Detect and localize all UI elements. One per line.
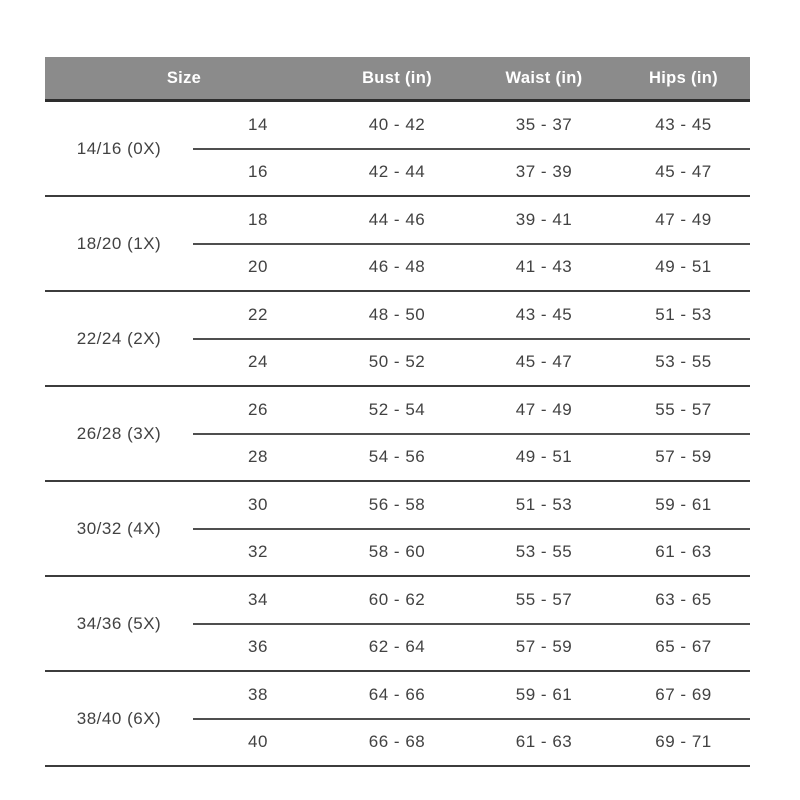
size-group-1x xyxy=(45,196,750,291)
table-row xyxy=(45,101,750,149)
group-label: 30/32 (4X) xyxy=(45,481,193,576)
waist-cell: 43 - 45 xyxy=(471,291,617,339)
hips-cell: 43 - 45 xyxy=(655,114,712,134)
waist-cell: 51 - 53 xyxy=(471,481,617,529)
hips-cell: 65 - 67 xyxy=(617,624,750,672)
size-group-6x xyxy=(45,671,750,766)
waist-cell: 61 - 63 xyxy=(471,719,617,767)
hips-cell: 61 - 63 xyxy=(617,529,750,577)
size-group-5x xyxy=(45,576,750,671)
size-cell: 18 xyxy=(193,196,323,244)
size-group-2x xyxy=(45,291,750,386)
waist-cell: 35 - 37 xyxy=(515,114,573,134)
table-row xyxy=(45,291,750,339)
hips-cell: 59 - 61 xyxy=(617,481,750,529)
bust-cell: 60 - 62 xyxy=(323,576,471,624)
waist-cell: 57 - 59 xyxy=(471,624,617,672)
hips-cell: 53 - 55 xyxy=(617,339,750,387)
group-label: 18/20 (1X) xyxy=(45,196,193,291)
size-group-4x xyxy=(45,481,750,576)
size-cell: 20 xyxy=(193,244,323,292)
header-row xyxy=(45,57,750,101)
hips-cell: 49 - 51 xyxy=(617,244,750,292)
size-cell: 34 xyxy=(193,576,323,624)
bust-cell: 58 - 60 xyxy=(323,529,471,577)
size-cell: 24 xyxy=(193,339,323,387)
bust-cell: 48 - 50 xyxy=(323,291,471,339)
bust-cell: 54 - 56 xyxy=(323,434,471,482)
size-cell: 32 xyxy=(193,529,323,577)
bust-cell: 52 - 54 xyxy=(323,386,471,434)
waist-cell: 55 - 57 xyxy=(471,576,617,624)
hips-cell: 45 - 47 xyxy=(617,149,750,197)
waist-cell: 41 - 43 xyxy=(471,244,617,292)
group-label: 14/16 (0X) xyxy=(76,138,162,158)
bust-cell: 66 - 68 xyxy=(323,719,471,767)
hips-cell: 67 - 69 xyxy=(617,671,750,719)
bust-cell: 42 - 44 xyxy=(323,149,471,197)
bust-cell: 40 - 42 xyxy=(368,114,426,134)
waist-cell: 59 - 61 xyxy=(471,671,617,719)
waist-cell: 49 - 51 xyxy=(471,434,617,482)
group-label: 26/28 (3X) xyxy=(45,386,193,481)
table-row xyxy=(45,576,750,624)
header-bust: Bust (in) xyxy=(323,57,471,101)
group-label: 34/36 (5X) xyxy=(45,576,193,671)
waist-cell: 45 - 47 xyxy=(471,339,617,387)
size-chart-table xyxy=(45,57,750,767)
bust-cell: 44 - 46 xyxy=(323,196,471,244)
hips-cell: 57 - 59 xyxy=(617,434,750,482)
header-hips: Hips (in) xyxy=(617,57,750,101)
waist-cell: 53 - 55 xyxy=(471,529,617,577)
hips-cell: 55 - 57 xyxy=(617,386,750,434)
size-cell: 36 xyxy=(193,624,323,672)
waist-cell: 39 - 41 xyxy=(471,196,617,244)
size-cell: 30 xyxy=(193,481,323,529)
bust-cell: 46 - 48 xyxy=(323,244,471,292)
header-size: Size xyxy=(45,57,323,101)
group-label: 38/40 (6X) xyxy=(45,671,193,766)
bust-cell: 50 - 52 xyxy=(323,339,471,387)
size-cell: 28 xyxy=(193,434,323,482)
hips-cell: 47 - 49 xyxy=(617,196,750,244)
bust-cell: 56 - 58 xyxy=(323,481,471,529)
size-cell: 16 xyxy=(193,149,323,197)
waist-cell: 47 - 49 xyxy=(471,386,617,434)
bust-cell: 64 - 66 xyxy=(323,671,471,719)
size-cell: 26 xyxy=(193,386,323,434)
table-row xyxy=(45,196,750,244)
size-cell: 14 xyxy=(248,114,268,134)
size-cell: 40 xyxy=(193,719,323,767)
size-chart-header xyxy=(45,57,750,101)
hips-cell: 69 - 71 xyxy=(617,719,750,767)
size-group-3x xyxy=(45,386,750,481)
table-row xyxy=(45,671,750,719)
header-waist: Waist (in) xyxy=(471,57,617,101)
bust-cell: 62 - 64 xyxy=(323,624,471,672)
hips-cell: 51 - 53 xyxy=(617,291,750,339)
size-group-0x xyxy=(45,101,750,197)
table-row xyxy=(45,386,750,434)
group-label: 22/24 (2X) xyxy=(45,291,193,386)
size-cell: 38 xyxy=(193,671,323,719)
size-cell: 22 xyxy=(193,291,323,339)
table-row xyxy=(45,481,750,529)
hips-cell: 63 - 65 xyxy=(617,576,750,624)
waist-cell: 37 - 39 xyxy=(471,149,617,197)
